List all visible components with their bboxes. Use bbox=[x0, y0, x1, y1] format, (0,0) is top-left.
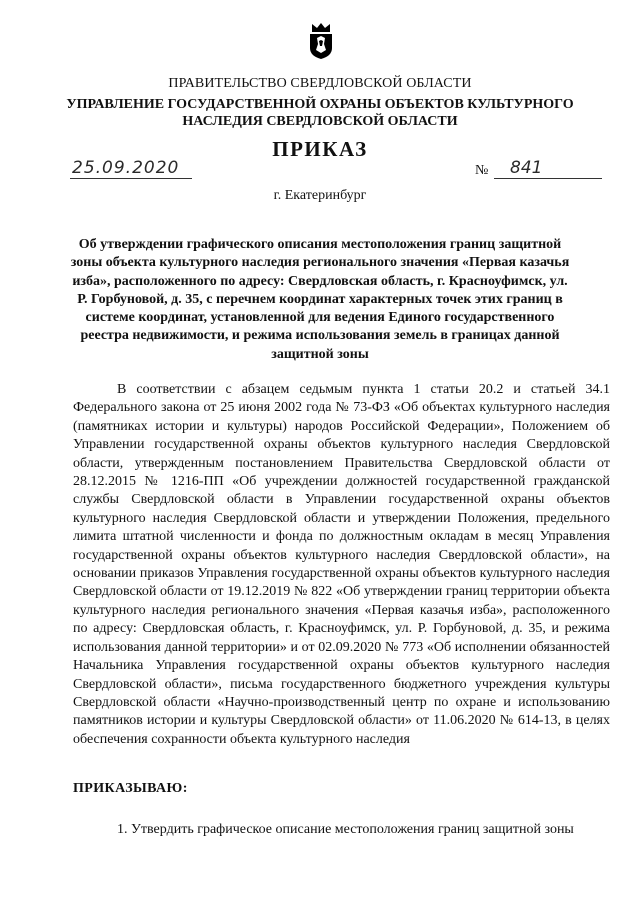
document-title: Об утверждении графического описания местоположения границ защитной зоны объекта культурного наследия регионального значения «Первая казачья изба», расположенного по адресу: Свердловская область, г. Красноуфимск, ул. Р. Горбуновой, д. 35, с перечнем координат характерных точек этих границ в системе координат, установленной для ведения Единого государственного реестра недвижимости, и режима использования земель в границах данной защитной зоны bbox=[70, 237, 570, 362]
document-date: 25.09.2020 bbox=[70, 158, 192, 179]
document-number: 841 bbox=[494, 158, 602, 179]
document-body: В соответствии с абзацем седьмым пункта 1 статьи 20.2 и статьей 34.1 Федерального закона от 25 июня 2002 года № 73-ФЗ «Об объектах культурного наследия (памятниках истории и культуры) народов Российской Федерации», Положением об Управлении государственной охраны объектов культурного наследия Свердловской области, утвержденным постановлением Правительства Свердловской области от 28.12.2015 № 1216-ПП «Об учреждении должностей государственной гражданской службы Свердловской области в Управлении государственной охраны объектов культурного наследия Свердловской области и утверждении Положения, предельного лимита штатной численности и фонда по должностным окладам в месяц Управления государственной охраны объектов культурного наследия Свердловской области», на основании приказов Управления государственной охраны объектов культурного наследия Свердловской области от 19.12.2019 № 822 «Об утверждении границ территории объекта культурного наследия регионального значения «Первая казачья изба», расположенного по адресу: Свердловская область, г. Красноуфимск, ул. Р. Горбуновой, д. 35, и режима использования данной территории» и от 02.09.2020 № 773 «Об исполнении обязанностей Начальника Управления государственной охраны объектов культурного наследия Свердловской области», письма государственного бюджетного учреждения культуры Свердловской области «Научно-производственный центр по охране и использованию памятников истории и культуры Свердловской области» от 11.06.2020 № 614-13, в целях обеспечения сохранности объекта культурного наследия bbox=[73, 382, 610, 747]
number-label: № bbox=[475, 163, 489, 178]
document-type: ПРИКАЗ bbox=[272, 137, 368, 161]
document-city: г. Екатеринбург bbox=[273, 188, 367, 203]
orders-heading: ПРИКАЗЫВАЮ: bbox=[73, 781, 188, 796]
coat-of-arms-icon bbox=[308, 22, 334, 60]
order-item: 1. Утвердить графическое описание местоположения границ защитной зоны bbox=[117, 822, 574, 837]
department-name: УПРАВЛЕНИЕ ГОСУДАРСТВЕННОЙ ОХРАНЫ ОБЪЕКТОВ КУЛЬТУРНОГО НАСЛЕДИЯ СВЕРДЛОВСКОЙ ОБЛАСТИ bbox=[66, 97, 574, 129]
government-name: ПРАВИТЕЛЬСТВО СВЕРДЛОВСКОЙ ОБЛАСТИ bbox=[168, 76, 472, 91]
